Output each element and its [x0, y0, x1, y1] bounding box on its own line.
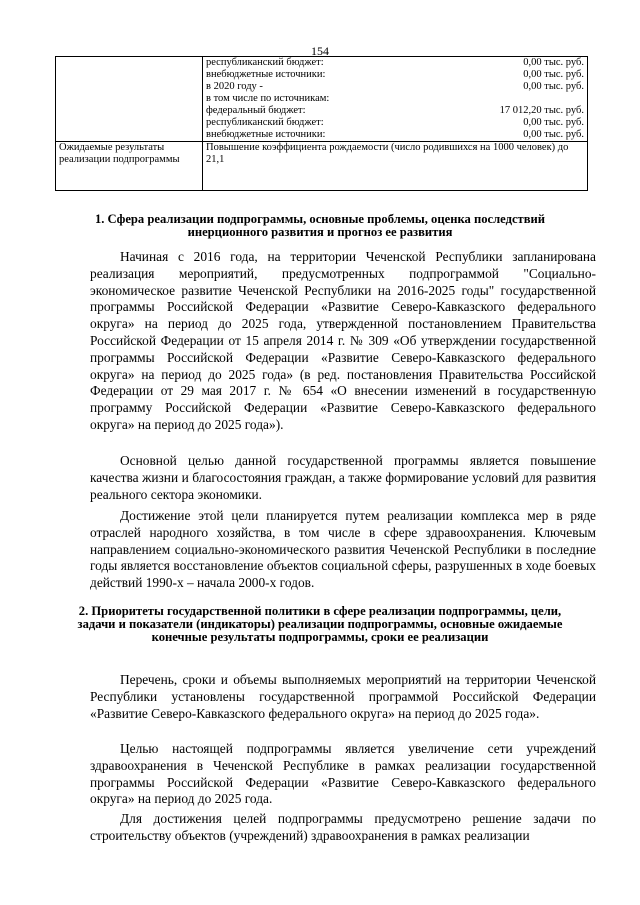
funding-line-label: республиканский бюджет:: [206, 117, 324, 128]
funding-label-cell: [56, 57, 203, 142]
funding-row: [56, 57, 588, 142]
funding-line-value: 0,00 тыс. руб.: [523, 57, 584, 68]
section-1-paragraph: Достижение этой цели планируется путем реализации комплекса мер в ряде отраслей народного хозяйства, в том числе в сфере здравоохранения. Ключевым направлением социально-экономического развития Чеченской Республики в последние годы является восстановление объектов социальной сферы, разрушенных в ходе боевых действий 1990-х – начала 2000-х годов.: [90, 508, 596, 591]
funding-line-value: 0,00 тыс. руб.: [523, 117, 584, 128]
funding-line: [206, 69, 584, 81]
funding-line-value: 0,00 тыс. руб.: [523, 81, 584, 92]
passport-table: [55, 56, 588, 191]
section-2-paragraph: Целью настоящей подпрограммы является увеличение сети учреждений здравоохранения в Чеченской Республике в рамках реализации государственной программы Российской Федерации «Развитие Северо-Кавказского федерального округа» на период до 2025 года.: [90, 741, 596, 807]
funding-line-value: 0,00 тыс. руб.: [523, 69, 584, 80]
page-number: 154: [311, 44, 329, 58]
funding-line-value: 0,00 тыс. руб.: [523, 129, 584, 140]
funding-line: [206, 57, 584, 69]
funding-line-label: внебюджетные источники:: [206, 129, 326, 140]
funding-line: [206, 117, 584, 129]
funding-line-label: республиканский бюджет:: [206, 57, 324, 68]
funding-line: [206, 93, 584, 105]
funding-cell: [203, 57, 588, 142]
section-2-paragraph: Для достижения целей подпрограммы предусмотрено решение задачи по строительству объектов (учреждений) здравоохранения в рамках реализации: [90, 811, 596, 843]
section-2-paragraph: Перечень, сроки и объемы выполняемых мероприятий на территории Чеченской Республики установлены государственной программой Российской Федерации «Развитие Северо-Кавказского федерального округа» на период до 2025 года».: [90, 672, 596, 721]
funding-line-label: федеральный бюджет:: [206, 105, 306, 116]
section-1-heading: 1. Сфера реализации подпрограммы, основные проблемы, оценка последствий инерционного развития и прогноз ее развития: [94, 212, 546, 239]
funding-line-label: внебюджетные источники:: [206, 69, 326, 80]
funding-line: [206, 105, 584, 117]
section-2-heading: 2. Приоритеты государственной политики в сфере реализации подпрограммы, цели, задачи и показатели (индикаторы) реализации подпрограммы, основные ожидаемые конечные результаты подпрограммы, сроки ее реализации: [77, 604, 563, 644]
funding-line: [206, 129, 584, 141]
section-1-paragraph: Начиная с 2016 года, на территории Чеченской Республики запланирована реализация мероприятий, предусмотренных подпрограммой "Социально-экономическое развитие Чеченской Республики на 2016-2025 годы" государственной программы Российской Федерации «Развитие Северо-Кавказского федерального округа» на период до 2025 года, утвержденной постановлением Правительства Российской Федерации от 15 апреля 2014 г. № 309 «Об утверждении государственной программы Российской Федерации «Развитие Северо-Кавказского федерального округа» на период до 2025 года» (в ред. постановления Правительства Российской Федерации от 29 мая 2017 г. № 654 «О внесении изменений в государственную программу Российской Федерации «Развитие Северо-Кавказского федерального округа» на период до 2025 года»).: [90, 249, 596, 432]
funding-line-value: 17 012,20 тыс. руб.: [499, 105, 584, 116]
funding-line-label: в 2020 году -: [206, 81, 263, 92]
funding-line: [206, 81, 584, 93]
section-1-paragraph: Основной целью данной государственной программы является повышение качества жизни и благосостояния граждан, а также формирование условий для развития реального сектора экономики.: [90, 453, 596, 502]
results-row: [56, 142, 588, 191]
results-label: Ожидаемые результаты реализации подпрограммы: [56, 142, 203, 191]
funding-line-label: в том числе по источникам:: [206, 93, 330, 104]
results-text: Повышение коэффициента рождаемости (число родившихся на 1000 человек) до 21,1: [203, 142, 588, 191]
